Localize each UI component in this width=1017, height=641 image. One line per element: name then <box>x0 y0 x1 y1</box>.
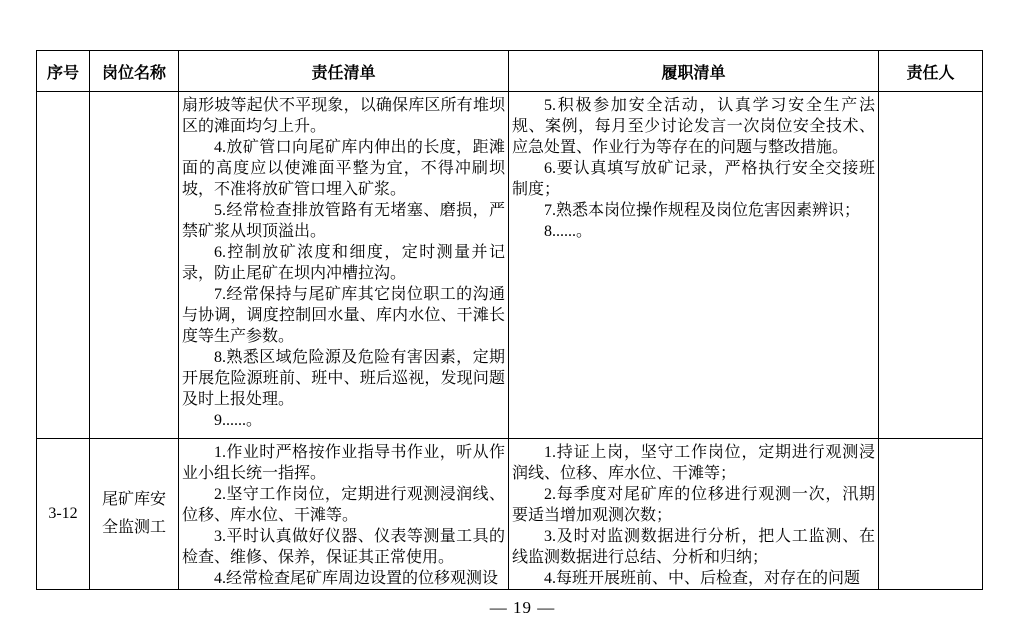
header-cell-serial: 序号 <box>37 51 90 92</box>
serial-cell: 3-12 <box>37 439 90 590</box>
duty-item: 4.每班开展班前、中、后检查，对存在的问题 <box>544 570 861 587</box>
responsibility-item: 2.坚守工作岗位，定期进行观测浸润线、位移、库水位、干滩等。 <box>182 486 505 524</box>
responsibility-cell <box>179 92 509 439</box>
serial-cell <box>37 92 90 439</box>
responsibility-item: 9......。 <box>214 412 263 429</box>
duty-cell <box>509 439 879 590</box>
responsibility-item: 4.经常检查尾矿库周边设置的位移观测设 <box>214 570 499 587</box>
header-cell-duty: 履职清单 <box>509 51 879 92</box>
responsibility-item: 7.经常保持与尾矿库其它岗位职工的沟通与协调，调度控制回水量、库内水位、干滩长度等生产参数。 <box>182 286 505 345</box>
responsibility-item: 6.控制放矿浓度和细度，定时测量并记录，防止尾矿在坝内冲槽拉沟。 <box>182 244 505 282</box>
responsibility-item: 扇形坡等起伏不平现象，以确保库区所有堆坝区的滩面均匀上升。 <box>182 97 505 135</box>
header-cell-responsibility: 责任清单 <box>179 51 509 92</box>
page-number: — 19 — <box>489 598 556 617</box>
header-row <box>37 51 983 92</box>
responsibility-item: 1.作业时严格按作业指导书作业，听从作业小组长统一指挥。 <box>182 444 505 482</box>
duty-cell <box>509 92 879 439</box>
responsibility-item: 8.熟悉区域危险源及危险有害因素，定期开展危险源班前、班中、班后巡视，发现问题及时上报处理。 <box>182 349 505 408</box>
duty-item: 7.熟悉本岗位操作规程及岗位危害因素辨识； <box>544 202 861 219</box>
position-name: 尾矿库安全监测工 <box>101 491 166 536</box>
duty-item: 1.持证上岗，坚守工作岗位，定期进行观测浸润线、位移、库水位、干滩等； <box>512 444 875 482</box>
table-row <box>37 92 983 439</box>
table-row <box>37 439 983 590</box>
responsibility-item: 3.平时认真做好仪器、仪表等测量工具的检查、维修、保养，保证其正常使用。 <box>182 528 505 566</box>
duty-item: 3.及时对监测数据进行分析，把人工监测、在线监测数据进行总结、分析和归纳； <box>512 528 875 566</box>
header-cell-person: 责任人 <box>879 51 983 92</box>
responsibility-cell <box>179 439 509 590</box>
position-name-cell <box>90 439 179 590</box>
duty-item: 6.要认真填写放矿记录，严格执行安全交接班制度； <box>512 160 875 198</box>
header-cell-position: 岗位名称 <box>90 51 179 92</box>
person-cell <box>879 92 983 439</box>
responsibility-item: 5.经常检查排放管路有无堵塞、磨损，严禁矿浆从坝顶溢出。 <box>182 202 505 240</box>
duty-item: 2.每季度对尾矿库的位移进行观测一次，汛期要适当增加观测次数； <box>512 486 875 524</box>
duty-item: 8......。 <box>544 223 593 240</box>
position-duty-table <box>36 50 983 590</box>
responsibility-item: 4.放矿管口向尾矿库内伸出的长度，距滩面的高度应以使滩面平整为宜，不得冲刷坝坡，不准将放矿管口埋入矿浆。 <box>182 139 505 198</box>
position-name-cell <box>90 92 179 439</box>
person-cell <box>879 439 983 590</box>
duty-item: 5.积极参加安全活动，认真学习安全生产法规、案例，每月至少讨论发言一次岗位安全技术、应急处置、作业行为等存在的问题与整改措施。 <box>512 97 875 156</box>
